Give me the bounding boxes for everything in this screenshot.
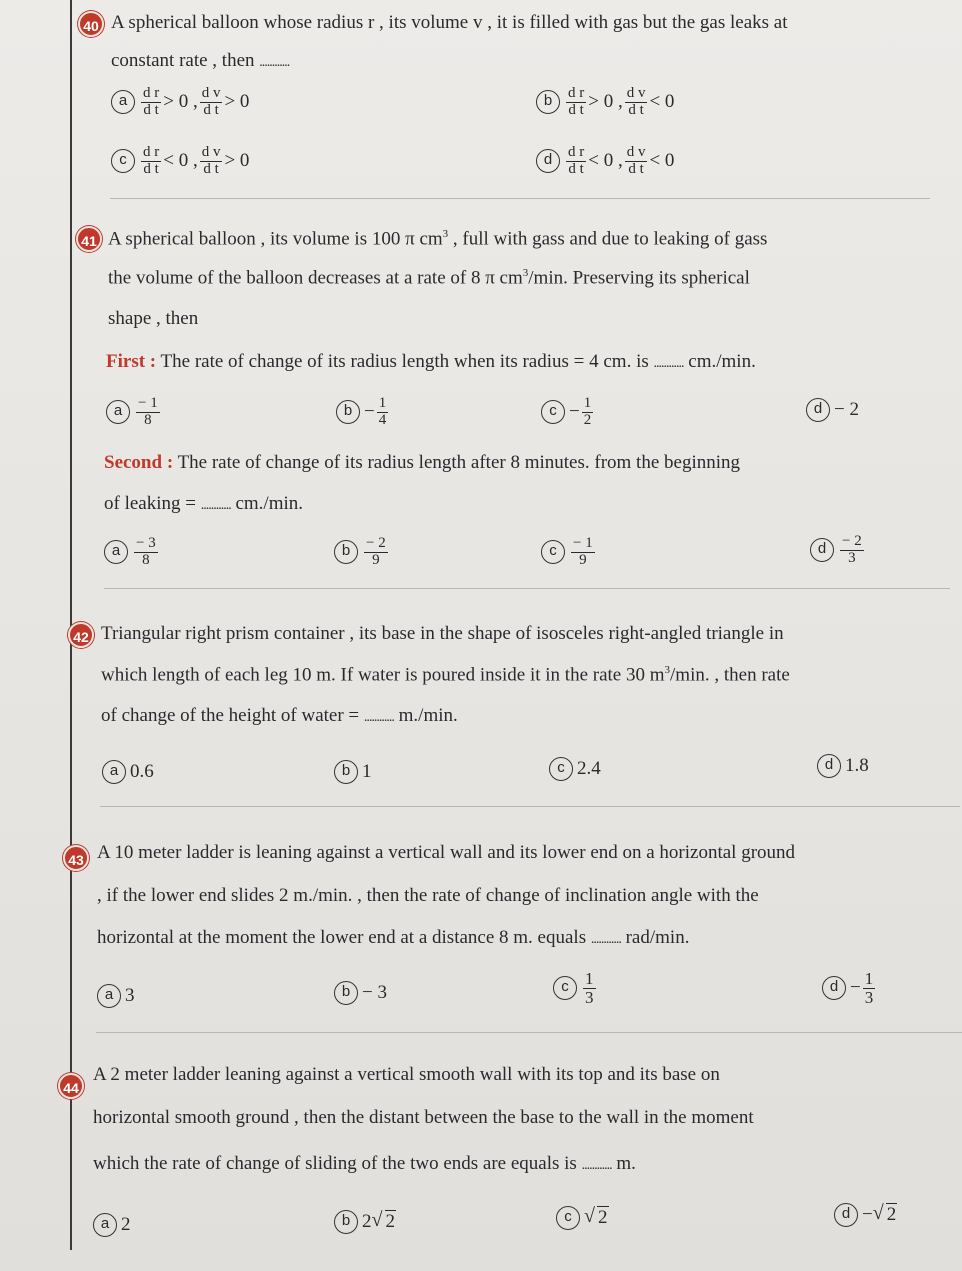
question-text: , if the lower end slides 2 m./min. , then the rate of change of inclination angle with the xyxy=(97,885,759,906)
question-number: 44 xyxy=(58,1073,84,1099)
question-text: horizontal smooth ground , then the distant between the base to the wall in the moment xyxy=(93,1107,754,1128)
option-letter: b xyxy=(336,400,360,424)
option-b[interactable]: b 2 √ 2 xyxy=(334,1210,396,1234)
option-a[interactable]: a 0.6 xyxy=(102,760,154,784)
option-letter: a xyxy=(102,760,126,784)
option-a[interactable]: a $\frac{\text{d r}}{\text{d t}}$ > 0 , $\frac{\text{d v}}{\text{d t}}$ > 0 xyxy=(111,86,249,119)
option-a[interactable]: a 2 xyxy=(93,1213,131,1237)
square-root-icon: √ 2 xyxy=(371,1209,395,1232)
option-b[interactable]: b − 3 xyxy=(334,981,387,1005)
option-a[interactable]: a $\frac{- 3}{8}$ xyxy=(104,536,160,569)
option-letter: d xyxy=(536,149,560,173)
option-letter: c xyxy=(111,149,135,173)
option-a[interactable]: a $\frac{- 1}{8}$ xyxy=(106,396,162,429)
option-letter: c xyxy=(553,976,577,1000)
question-text: which the rate of change of sliding of the two ends are equals is ............ m. xyxy=(93,1153,636,1174)
option-c[interactable]: c $\frac{1}{3}$ xyxy=(553,970,598,1007)
sub-question-first: First : The rate of change of its radius length when its radius = 4 cm. is ............ cm./min. xyxy=(106,351,756,372)
option-c[interactable]: c $\frac{\text{d r}}{\text{d t}}$ < 0 , $\frac{\text{d v}}{\text{d t}}$ > 0 xyxy=(111,145,249,178)
option-letter: a xyxy=(111,90,135,114)
option-letter: b xyxy=(536,90,560,114)
question-text: Triangular right prism container , its base in the shape of isosceles right-angled triangle in xyxy=(101,623,784,644)
square-root-icon: √ 2 xyxy=(872,1202,897,1225)
option-letter: a xyxy=(93,1213,117,1237)
option-letter: b xyxy=(334,981,358,1005)
question-text: shape , then xyxy=(108,308,199,329)
question-number: 41 xyxy=(76,226,102,252)
question-text: of change of the height of water = ............ m./min. xyxy=(101,705,458,726)
option-letter: b xyxy=(334,1210,358,1234)
option-letter: d xyxy=(817,754,841,778)
option-b[interactable]: b $\frac{- 2}{9}$ xyxy=(334,536,390,569)
option-letter: d xyxy=(810,538,834,562)
question-text: A 2 meter ladder leaning against a vertical smooth wall with its top and its base on xyxy=(93,1064,720,1085)
option-letter: d xyxy=(834,1203,858,1227)
option-letter: b xyxy=(334,760,358,784)
question-text: which length of each leg 10 m. If water is poured inside it in the rate 30 $m^3/\min$. , then rate xyxy=(101,664,790,686)
option-letter: d xyxy=(806,398,830,422)
question-text: A spherical balloon , its volume is 100 π $cm^3$ , full with gass and due to leaking of gass xyxy=(108,228,768,250)
divider xyxy=(104,588,950,589)
option-letter: c xyxy=(541,540,565,564)
option-letter: a xyxy=(97,984,121,1008)
option-letter: a xyxy=(106,400,130,424)
option-c[interactable]: c − $\frac{1}{2}$ xyxy=(541,396,595,429)
divider xyxy=(100,806,960,807)
option-d[interactable]: d − 2 xyxy=(806,398,859,422)
option-letter: c xyxy=(541,400,565,424)
square-root-icon: √ 2 xyxy=(584,1205,608,1228)
option-letter: c xyxy=(556,1206,580,1230)
option-letter: d xyxy=(822,976,846,1000)
option-letter: c xyxy=(549,757,573,781)
question-text: A 10 meter ladder is leaning against a vertical wall and its lower end on a horizontal ground xyxy=(97,842,796,863)
option-d[interactable]: d $\frac{- 2}{3}$ xyxy=(810,534,866,567)
option-b[interactable]: b 1 xyxy=(334,760,372,784)
option-letter: b xyxy=(334,540,358,564)
sub-question-second: Second : The rate of change of its radius length after 8 minutes. from the beginning xyxy=(104,452,741,473)
option-b[interactable]: b $\frac{\text{d r}}{\text{d t}}$ > 0 , $\frac{\text{d v}}{\text{d t}}$ < 0 xyxy=(536,86,674,119)
question-text: the volume of the balloon decreases at a rate of 8 π $cm^3/\min$. Preserving its spherical xyxy=(108,267,750,289)
option-c[interactable]: c $\frac{- 1}{9}$ xyxy=(541,536,597,569)
question-text: horizontal at the moment the lower end at a distance 8 m. equals ............ rad/min. xyxy=(97,927,690,948)
option-b[interactable]: b − $\frac{1}{4}$ xyxy=(336,396,390,429)
question-number: 40 xyxy=(78,11,104,37)
option-c[interactable]: c 2.4 xyxy=(549,757,601,781)
divider xyxy=(110,198,930,199)
question-text: constant rate , then ............ xyxy=(111,50,290,71)
option-d[interactable]: d − $\frac{1}{3}$ xyxy=(822,970,877,1007)
question-text: A spherical balloon whose radius r , its volume v , it is filled with gas but the gas leaks at xyxy=(111,12,788,33)
option-d[interactable]: d − √ 2 xyxy=(834,1203,897,1227)
question-number: 43 xyxy=(63,845,89,871)
option-d[interactable]: d 1.8 xyxy=(817,754,869,778)
option-d[interactable]: d $\frac{\text{d r}}{\text{d t}}$ < 0 , $\frac{\text{d v}}{\text{d t}}$ < 0 xyxy=(536,145,674,178)
option-letter: a xyxy=(104,540,128,564)
option-a[interactable]: a 3 xyxy=(97,984,135,1008)
option-c[interactable] xyxy=(556,1206,609,1230)
question-text: of leaking = ............ cm./min. xyxy=(104,493,304,514)
divider xyxy=(96,1032,962,1033)
question-number: 42 xyxy=(68,622,94,648)
